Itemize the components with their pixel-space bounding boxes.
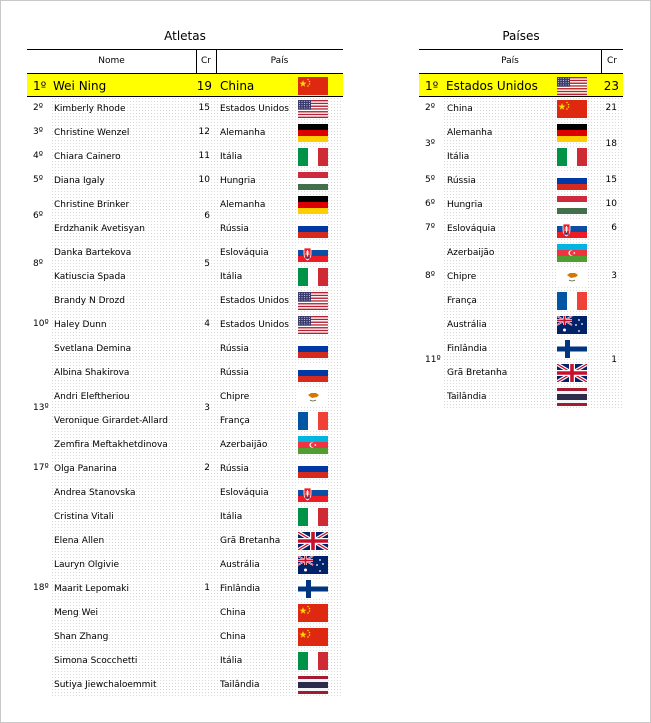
table-row xyxy=(27,361,343,385)
athlete-name: Zemfira Meftakhetdinova xyxy=(54,440,168,450)
china-flag-icon xyxy=(557,100,587,118)
azerbaijan-flag-icon xyxy=(298,436,328,454)
country-name: Azerbaijão xyxy=(220,440,268,450)
table-row xyxy=(27,217,343,241)
italy-flag-icon xyxy=(298,148,328,166)
rank: 6º xyxy=(33,211,43,221)
countries-header xyxy=(419,49,623,74)
russia-flag-icon xyxy=(298,364,328,382)
table-row xyxy=(27,529,343,553)
country-name: Rússia xyxy=(447,176,476,186)
score: 4 xyxy=(204,319,210,329)
rank: 17º xyxy=(33,463,49,473)
country-name: Rússia xyxy=(220,464,249,474)
cyprus-flag-icon xyxy=(298,388,328,406)
slovakia-flag-icon xyxy=(298,244,328,262)
score: 10 xyxy=(605,199,617,209)
china-flag-icon xyxy=(298,77,328,95)
athlete-name: Christine Wenzel xyxy=(54,128,130,138)
china-flag-icon xyxy=(298,604,328,622)
athletes-title: Atletas xyxy=(164,29,206,43)
italy-flag-icon xyxy=(298,508,328,526)
score: 5 xyxy=(204,259,210,269)
rank: 6º xyxy=(425,199,435,209)
table-row xyxy=(419,169,623,193)
uk-flag-icon xyxy=(557,364,587,382)
slovakia-flag-icon xyxy=(298,484,328,502)
athlete-name: Kimberly Rhode xyxy=(54,104,126,114)
country-name: Rússia xyxy=(220,224,249,234)
athlete-name: Meng Wei xyxy=(54,608,98,618)
table-row xyxy=(27,337,343,361)
country-name: Grã Bretanha xyxy=(447,368,508,378)
italy-flag-icon xyxy=(298,268,328,286)
table-row xyxy=(419,265,623,289)
athlete-name: Svetlana Demina xyxy=(54,344,132,354)
score: 15 xyxy=(198,103,210,113)
table-row xyxy=(27,433,343,457)
score: 1 xyxy=(204,583,210,593)
athletes-header-cr: Cr xyxy=(201,56,211,66)
athlete-name: Maarit Lepomaki xyxy=(54,584,129,594)
table-row xyxy=(27,265,343,289)
table-row xyxy=(27,553,343,577)
table-row xyxy=(27,673,343,697)
russia-flag-icon xyxy=(298,220,328,238)
country-name: Eslováquia xyxy=(447,224,496,234)
country-name: Eslováquia xyxy=(220,248,269,258)
table-row xyxy=(27,289,343,313)
usa-flag-icon xyxy=(298,292,328,310)
country-name: Estados Unidos xyxy=(220,104,289,114)
country-name: China xyxy=(220,632,246,642)
athletes-header xyxy=(27,49,343,74)
score: 1 xyxy=(611,355,617,365)
country-name: Rússia xyxy=(220,368,249,378)
table-row xyxy=(27,625,343,649)
athlete-name: Andri Eleftheriou xyxy=(54,392,130,402)
country-name: Eslováquia xyxy=(220,488,269,498)
score: 6 xyxy=(204,211,210,221)
rank: 1º xyxy=(425,79,439,93)
athlete-name: Shan Zhang xyxy=(54,632,109,642)
country-name: Estados Unidos xyxy=(220,320,289,330)
uk-flag-icon xyxy=(298,532,328,550)
rank: 2º xyxy=(33,103,43,113)
athlete-name: Erdzhanik Avetisyan xyxy=(54,224,145,234)
score: 12 xyxy=(198,127,210,137)
table-row xyxy=(27,97,343,121)
score: 11 xyxy=(198,151,210,161)
country-name: Chipre xyxy=(220,392,250,402)
usa-flag-icon xyxy=(298,100,328,118)
country-name: Austrália xyxy=(220,560,260,570)
athlete-name: Brandy N Drozd xyxy=(54,296,125,306)
italy-flag-icon xyxy=(557,148,587,166)
table-row xyxy=(27,121,343,145)
rank: 7º xyxy=(425,223,435,233)
table-row xyxy=(419,97,623,121)
italy-flag-icon xyxy=(298,652,328,670)
finland-flag-icon xyxy=(298,580,328,598)
score: 19 xyxy=(196,79,212,93)
table-row-highlight xyxy=(419,73,623,97)
table-row xyxy=(27,385,343,409)
thailand-flag-icon xyxy=(557,388,587,406)
score: 15 xyxy=(605,175,617,185)
athlete-name: Simona Scocchetti xyxy=(54,656,138,666)
table-row xyxy=(27,409,343,433)
country-name: Azerbaijão xyxy=(447,248,495,258)
country-name: França xyxy=(447,296,477,306)
country-name: Austrália xyxy=(447,320,487,330)
country-name: Alemanha xyxy=(220,200,266,210)
country-name: Grã Bretanha xyxy=(220,536,281,546)
country-name: Itália xyxy=(220,512,243,522)
countries-header-country: País xyxy=(501,56,519,66)
country-name: Finlândia xyxy=(447,344,488,354)
russia-flag-icon xyxy=(298,340,328,358)
germany-flag-icon xyxy=(298,196,328,214)
rank: 13º xyxy=(33,403,49,413)
score: 18 xyxy=(605,139,617,149)
country-name: Tailândia xyxy=(220,680,260,690)
table-row xyxy=(27,505,343,529)
country-name: Itália xyxy=(447,152,470,162)
athlete-name: Olga Panarina xyxy=(54,464,117,474)
rank: 18º xyxy=(33,583,49,593)
table-row xyxy=(419,121,623,145)
usa-flag-icon xyxy=(557,77,587,95)
score: 3 xyxy=(204,403,210,413)
table-row xyxy=(27,481,343,505)
country-name: Estados Unidos xyxy=(446,79,538,93)
athlete-name: Danka Bartekova xyxy=(54,248,132,258)
rank: 3º xyxy=(425,139,435,149)
table-row xyxy=(419,217,623,241)
table-row xyxy=(419,241,623,265)
table-row xyxy=(419,313,623,337)
finland-flag-icon xyxy=(557,340,587,358)
country-name: Itália xyxy=(220,152,243,162)
france-flag-icon xyxy=(557,292,587,310)
countries-title: Países xyxy=(502,29,540,43)
table-row xyxy=(27,313,343,337)
rank: 8º xyxy=(33,259,43,269)
hungary-flag-icon xyxy=(298,172,328,190)
athlete-name: Diana Igaly xyxy=(54,176,105,186)
australia-flag-icon xyxy=(557,316,587,334)
athlete-name: Lauryn Olgivie xyxy=(54,560,119,570)
country-name: França xyxy=(220,416,250,426)
usa-flag-icon xyxy=(298,316,328,334)
cyprus-flag-icon xyxy=(557,268,587,286)
score: 21 xyxy=(605,103,617,113)
score: 3 xyxy=(611,271,617,281)
thailand-flag-icon xyxy=(298,676,328,694)
athletes-header-country: País xyxy=(270,56,289,66)
rank: 1º xyxy=(33,79,47,93)
rank: 2º xyxy=(425,103,435,113)
athlete-name: Wei Ning xyxy=(53,79,107,93)
athlete-name: Veronique Girardet-Allard xyxy=(54,416,169,426)
france-flag-icon xyxy=(298,412,328,430)
country-name: China xyxy=(447,104,473,114)
athletes-header-name: Nome xyxy=(98,56,125,66)
country-name: Chipre xyxy=(447,272,477,282)
country-name: Alemanha xyxy=(447,128,493,138)
table-row xyxy=(27,577,343,601)
country-name: China xyxy=(220,79,255,93)
table-row xyxy=(27,649,343,673)
score: 6 xyxy=(611,223,617,233)
table-row xyxy=(419,385,623,409)
rank: 5º xyxy=(33,175,43,185)
rank: 10º xyxy=(33,319,49,329)
rank: 5º xyxy=(425,175,435,185)
table-row xyxy=(27,169,343,193)
australia-flag-icon xyxy=(298,556,328,574)
athlete-name: Albina Shakirova xyxy=(54,368,130,378)
table-row xyxy=(419,337,623,361)
china-flag-icon xyxy=(298,628,328,646)
rank: 8º xyxy=(425,271,435,281)
athlete-name: Sutiya Jiewchaloemmit xyxy=(54,680,157,690)
slovakia-flag-icon xyxy=(557,220,587,238)
azerbaijan-flag-icon xyxy=(557,244,587,262)
score: 10 xyxy=(198,175,210,185)
germany-flag-icon xyxy=(298,124,328,142)
country-name: Hungria xyxy=(220,176,256,186)
table-row xyxy=(419,145,623,169)
athlete-name: Andrea Stanovska xyxy=(54,488,136,498)
russia-flag-icon xyxy=(557,172,587,190)
russia-flag-icon xyxy=(298,460,328,478)
country-name: Estados Unidos xyxy=(220,296,289,306)
rank: 11º xyxy=(425,355,441,365)
germany-flag-icon xyxy=(557,124,587,142)
table-row xyxy=(419,361,623,385)
athlete-name: Elena Allen xyxy=(54,536,105,546)
table-row-highlight xyxy=(27,73,343,97)
country-name: Alemanha xyxy=(220,128,266,138)
country-name: China xyxy=(220,608,246,618)
countries-header-cr: Cr xyxy=(607,56,617,66)
athlete-name: Cristina Vitali xyxy=(54,512,114,522)
table-row xyxy=(419,193,623,217)
table-row xyxy=(27,457,343,481)
table-row xyxy=(419,289,623,313)
rank: 3º xyxy=(33,127,43,137)
athlete-name: Katiuscia Spada xyxy=(54,272,126,282)
athlete-name: Christine Brinker xyxy=(54,200,130,210)
rank: 4º xyxy=(33,151,43,161)
score: 23 xyxy=(603,79,619,93)
table-row xyxy=(27,601,343,625)
country-name: Itália xyxy=(220,272,243,282)
table-row xyxy=(27,193,343,217)
hungary-flag-icon xyxy=(557,196,587,214)
athlete-name: Chiara Cainero xyxy=(54,152,121,162)
score: 2 xyxy=(204,463,210,473)
country-name: Rússia xyxy=(220,344,249,354)
table-row xyxy=(27,241,343,265)
table-row xyxy=(27,145,343,169)
country-name: Tailândia xyxy=(447,392,487,402)
athlete-name: Haley Dunn xyxy=(54,320,107,330)
country-name: Hungria xyxy=(447,200,483,210)
country-name: Itália xyxy=(220,656,243,666)
country-name: Finlândia xyxy=(220,584,261,594)
